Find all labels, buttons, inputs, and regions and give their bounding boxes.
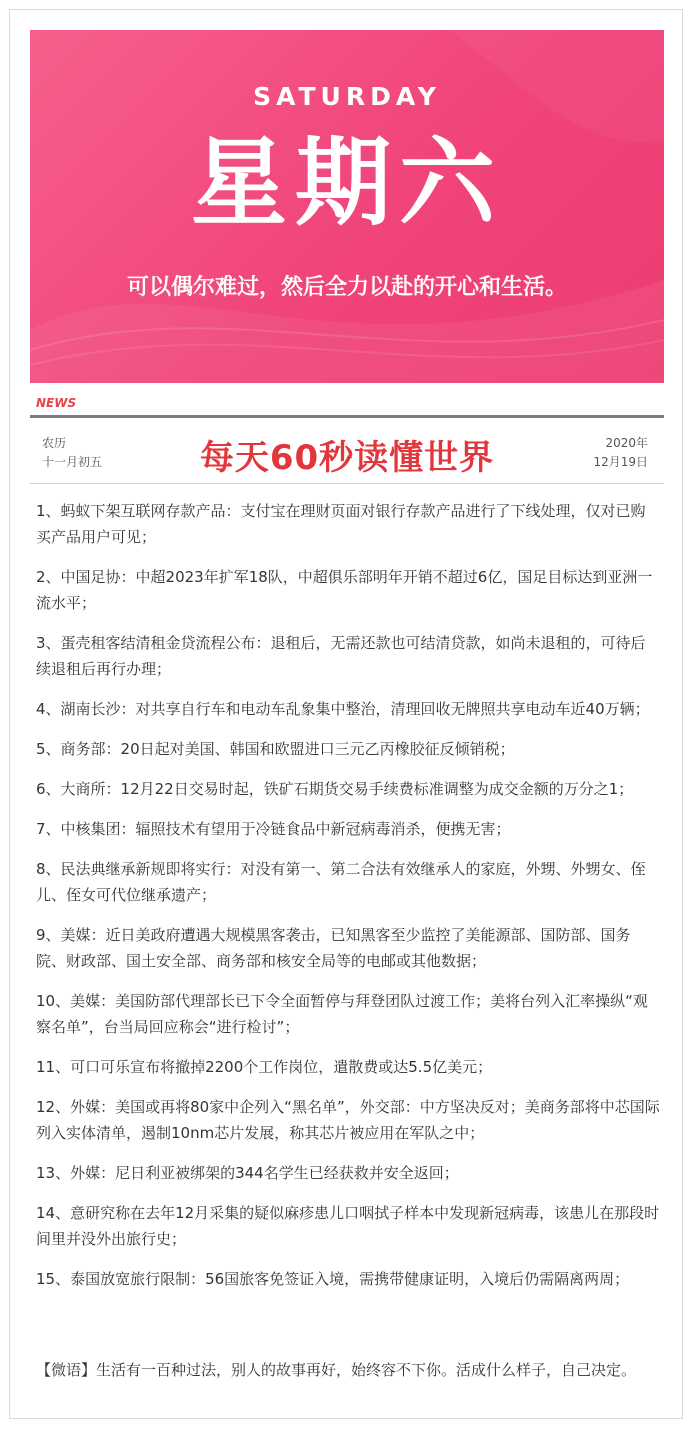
news-item: 5、商务部：20日起对美国、韩国和欧盟进口三元乙丙橡胶征反倾销税；	[36, 740, 515, 758]
news-item: 14、意研究称在去年12月采集的疑似麻疹患儿口咽拭子样本中发现新冠病毒，该患儿在那段时间里并没外出旅行史；	[36, 1204, 660, 1248]
daily-quote: 【微语】生活有一百种过法，别人的故事再好，始终容不下你。活成什么样子，自己决定。	[36, 1361, 637, 1379]
date-year: 2020年	[605, 436, 648, 450]
lunar-day: 十一月初五	[42, 455, 103, 469]
news-item: 6、大商所：12月22日交易时起，铁矿石期货交易手续费标准调整为成交金额的万分之1；	[36, 780, 634, 798]
news-item: 3、蛋壳租客结清租金贷流程公布：退租后，无需还款也可结清贷款，如尚未退租的，可待后续退租后再行办理；	[36, 634, 646, 678]
news-item: 7、中核集团：辐照技术有望用于冷链食品中新冠病毒消杀，便携无害；	[36, 820, 511, 838]
news-item: 10、美媒：美国防部代理部长已下令全面暂停与拜登团队过渡工作；美将台列入汇率操纵“观察名单”，台当局回应称会“进行检讨”；	[36, 992, 648, 1036]
header-divider-thick	[30, 415, 664, 418]
lunar-label: 农历	[42, 436, 67, 450]
header-divider-thin	[30, 483, 664, 484]
banner-day-cn: 星期六	[191, 126, 503, 239]
news-list	[36, 498, 660, 1306]
news-item: 2、中国足协：中超2023年扩军18队，中超俱乐部明年开销不超过6亿，国足目标达到亚洲一流水平；	[36, 568, 653, 612]
news-item: 12、外媒：美国或再将80家中企列入“黑名单”，外交部：中方坚决反对；美商务部将中芯国际列入实体清单，遏制10nm芯片发展，称其芯片被应用在军队之中；	[36, 1098, 660, 1142]
news-item: 13、外媒：尼日利亚被绑架的344名学生已经获救并安全返回；	[36, 1164, 459, 1182]
news-item: 1、蚂蚁下架互联网存款产品：支付宝在理财页面对银行存款产品进行了下线处理，仅对已购买产品用户可见；	[36, 502, 646, 546]
news-item: 11、可口可乐宣布将撤掉2200个工作岗位，遣散费或达5.5亿美元；	[36, 1058, 493, 1076]
news-tag: NEWS	[36, 396, 77, 410]
news-item: 15、泰国放宽旅行限制：56国旅客免签证入境，需携带健康证明，入境后仍需隔离两周；	[36, 1270, 630, 1288]
gregorian-date	[593, 434, 648, 472]
banner	[30, 30, 664, 383]
news-item: 8、民法典继承新规即将实行：对没有第一、第二合法有效继承人的家庭，外甥、外甥女、侄儿、侄女可代位继承遗产；	[36, 860, 646, 904]
banner-slogan: 可以偶尔难过，然后全力以赴的开心和生活。	[126, 275, 567, 300]
banner-day-en: SATURDAY	[253, 82, 441, 111]
date-month-day: 12月19日	[593, 455, 648, 469]
article-frame	[9, 9, 683, 1419]
news-item: 9、美媒：近日美政府遭遇大规模黑客袭击，已知黑客至少监控了美能源部、国防部、国务院、财政部、国土安全部、商务部和核安全局等的电邮或其他数据；	[36, 926, 631, 970]
news-item: 4、湖南长沙：对共享自行车和电动车乱象集中整治，清理回收无牌照共享电动车近40万辆；	[36, 700, 650, 718]
masthead-title: 每天60秒读懂世界	[199, 438, 495, 478]
